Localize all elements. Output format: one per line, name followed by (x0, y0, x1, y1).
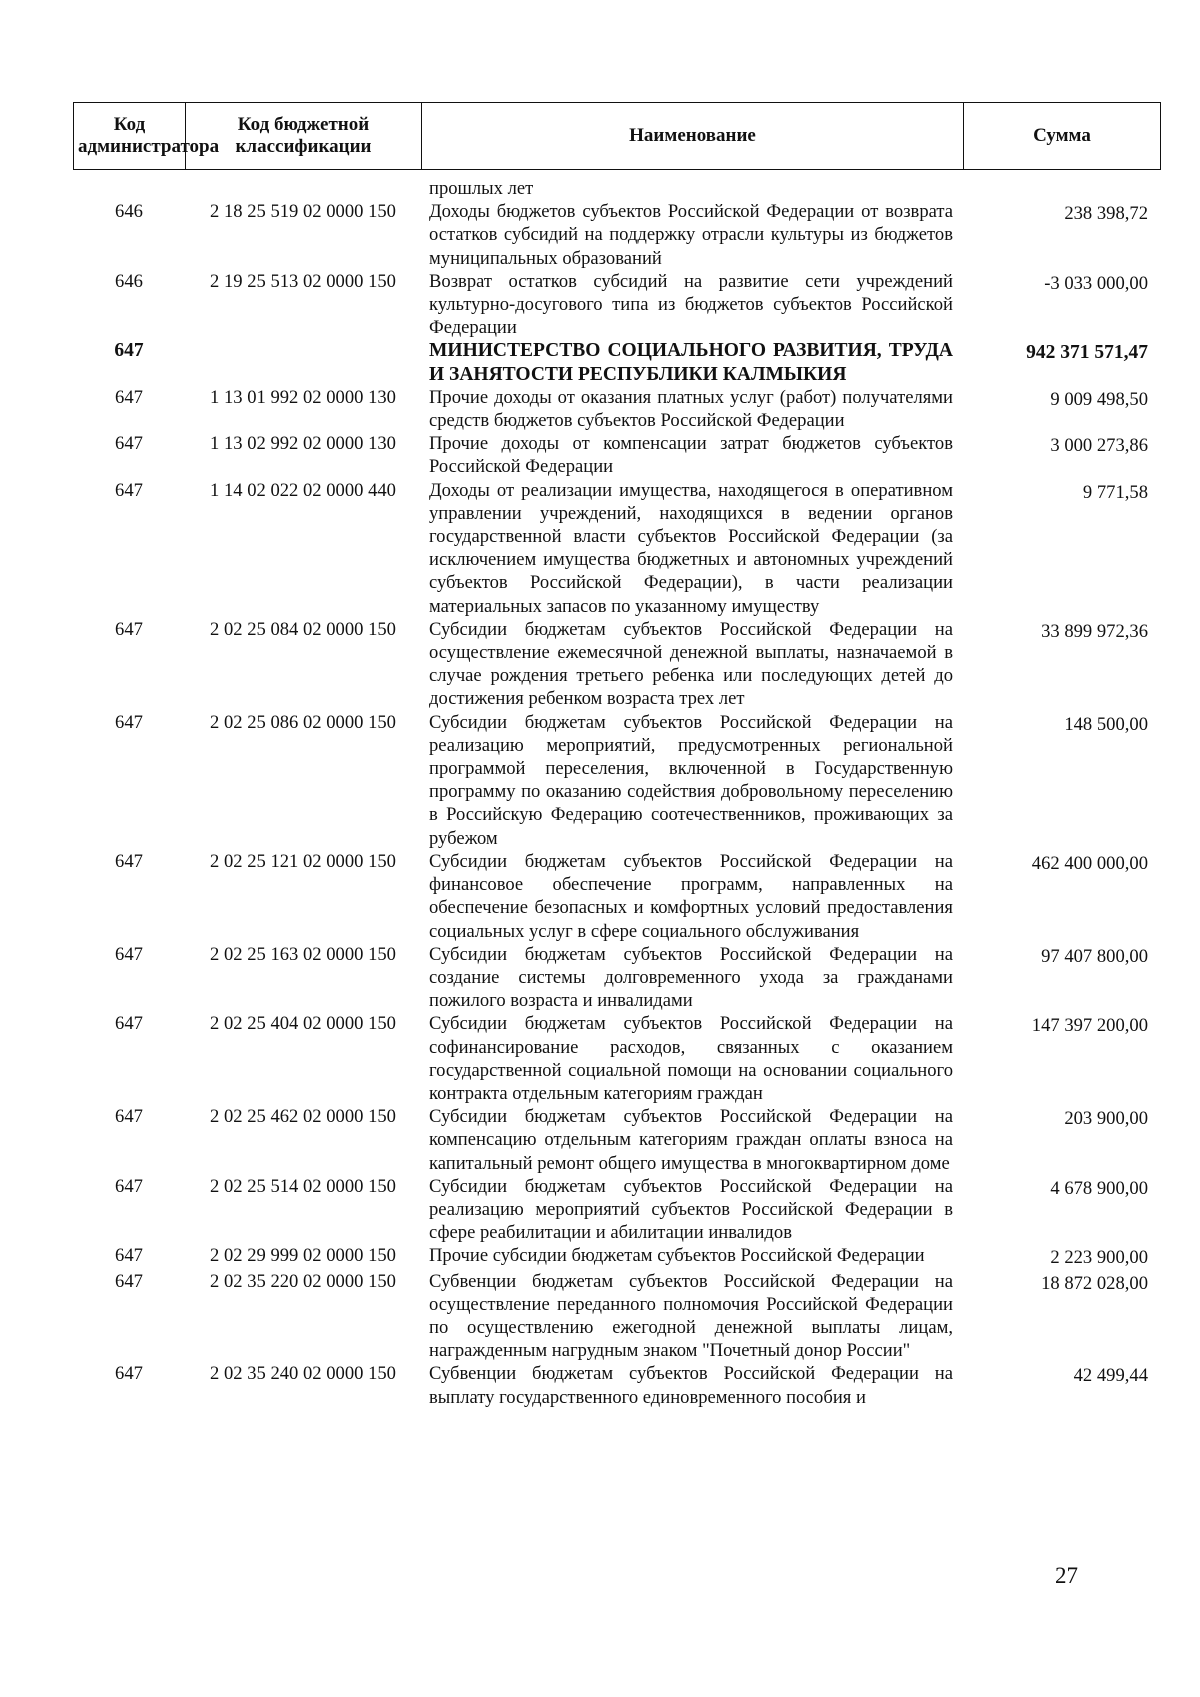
admin-code-cell: 647 (115, 711, 143, 733)
budget-code-cell: 2 02 25 121 02 0000 150 (210, 850, 396, 872)
admin-code-cell: 647 (115, 1106, 143, 1128)
name-cell: Субсидии бюджетам субъектов Российской Федерации на компенсацию отдельным категориям граждан оплаты взноса на капитальный ремонт общего имущества в многоквартирном доме (429, 1106, 953, 1174)
name-cell: Возврат остатков субсидий на развитие сети учреждений культурно-досугового типа из бюджетов субъектов Российской Федерации (429, 270, 953, 339)
budget-code-cell: 1 13 01 992 02 0000 130 (210, 386, 396, 408)
name-cell: Субсидии бюджетам субъектов Российской Федерации на финансовое обеспечение программ, направленных на обеспечение безопасных и комфортных условий предоставления социальных услуг в сфере социального обслуживания (429, 850, 953, 942)
table-row (73, 943, 1160, 1013)
table-row (73, 1244, 1160, 1269)
admin-code-cell: 647 (115, 618, 143, 640)
budget-code-cell: 1 13 02 992 02 0000 130 (210, 433, 396, 455)
name-cell: Субсидии бюджетам субъектов Российской Федерации на реализацию мероприятий, предусмотренных региональной программой переселения, включенной в Государственную программу по оказанию содействия добровольному переселению в Российскую Федерацию соотечественников, проживающих за рубежом (429, 711, 953, 849)
name-cell: Субвенции бюджетам субъектов Российской Федерации на осуществление переданного полномочия Российской Федерации по осуществлению ежегодной денежной выплаты лицам, награжденным нагрудным знаком "Почетный донор России" (429, 1270, 953, 1362)
continuation-text: прошлых лет (429, 178, 534, 199)
sum-cell: 18 872 028,00 (1041, 1272, 1148, 1294)
admin-code-cell: 647 (115, 433, 143, 455)
admin-code-cell: 647 (115, 1175, 143, 1197)
budget-code-cell (185, 339, 421, 385)
table-row (73, 1270, 1160, 1363)
sum-cell: 33 899 972,36 (1041, 620, 1148, 642)
name-cell: Субвенции бюджетам субъектов Российской Федерации на выплату государственного единовременного пособия и (429, 1363, 953, 1408)
table-row (73, 850, 1160, 943)
table-row (73, 432, 1160, 478)
budget-code-cell: 2 02 25 086 02 0000 150 (210, 711, 396, 733)
sum-cell: 4 678 900,00 (1050, 1177, 1148, 1199)
name-cell: Доходы от реализации имущества, находящегося в оперативном управлении учреждений, находящихся в ведении органов государственной власти субъектов Российской Федерации (за исключением имущества бюджетных и автономных учреждений субъектов Российской Федерации), в части реализации материальных запасов по указанному имуществу (429, 479, 953, 617)
continuation-row (73, 177, 1160, 200)
name-cell: МИНИСТЕРСТВО СОЦИАЛЬНОГО РАЗВИТИЯ, ТРУДА И ЗАНЯТОСТИ РЕСПУБЛИКИ КАЛМЫКИЯ (429, 340, 953, 385)
header-sum: Сумма (964, 103, 1161, 170)
admin-code-cell: 646 (115, 270, 143, 292)
header-admin-code: Код администратора (74, 103, 186, 170)
table-row (73, 1105, 1160, 1175)
table-row (73, 270, 1160, 340)
sum-cell: 148 500,00 (1064, 713, 1148, 735)
budget-code-cell: 2 02 25 084 02 0000 150 (210, 618, 396, 640)
name-cell: Прочие субсидии бюджетам субъектов Российской Федерации (429, 1245, 925, 1267)
budget-code-cell: 2 02 25 462 02 0000 150 (210, 1106, 396, 1128)
table-row (73, 1175, 1160, 1245)
table-row (73, 200, 1160, 270)
header-name: Наименование (422, 103, 964, 170)
sum-cell: 42 499,44 (1073, 1365, 1148, 1387)
revenue-table (73, 177, 1160, 1409)
admin-code-cell: 647 (115, 850, 143, 872)
sum-cell: 238 398,72 (1064, 203, 1148, 225)
table-row (73, 618, 1160, 711)
budget-code-cell: 2 02 35 220 02 0000 150 (210, 1270, 396, 1292)
budget-code-cell: 2 18 25 519 02 0000 150 (210, 201, 396, 223)
budget-code-cell: 2 02 25 404 02 0000 150 (210, 1013, 396, 1035)
admin-code-cell: 647 (114, 340, 144, 362)
table-header (73, 102, 1161, 170)
budget-code-cell: 2 02 25 514 02 0000 150 (210, 1175, 396, 1197)
table-row (73, 711, 1160, 850)
sum-cell: 203 900,00 (1064, 1108, 1148, 1130)
table-row (73, 1012, 1160, 1105)
sum-cell: 9 771,58 (1082, 481, 1148, 503)
admin-code-cell: 647 (115, 1270, 143, 1292)
admin-code-cell: 647 (115, 479, 143, 501)
page-number: 27 (1055, 1563, 1078, 1588)
name-cell: Доходы бюджетов субъектов Российской Федерации от возврата остатков субсидий на поддержку отрасли культуры из бюджетов муниципальных образований (429, 201, 953, 269)
sum-cell: 97 407 800,00 (1041, 945, 1148, 967)
header-budget-code: Код бюджетной классификации (186, 103, 422, 170)
sum-cell: 462 400 000,00 (1031, 852, 1148, 874)
table-row (73, 339, 1160, 385)
budget-code-cell: 2 02 25 163 02 0000 150 (210, 943, 396, 965)
budget-code-cell: 2 02 35 240 02 0000 150 (210, 1363, 396, 1385)
name-cell: Субсидии бюджетам субъектов Российской Федерации на осуществление ежемесячной денежной выплаты, назначаемой в случае рождения третьего ребенка или последующих детей до достижения ребенком возраста трех лет (429, 618, 953, 710)
sum-cell: 147 397 200,00 (1031, 1015, 1148, 1037)
sum-cell: 2 223 900,00 (1050, 1247, 1148, 1269)
admin-code-cell: 647 (115, 386, 143, 408)
name-cell: Субсидии бюджетам субъектов Российской Федерации на создание системы долговременного ухода за гражданами пожилого возраста и инвалидами (429, 943, 953, 1012)
sum-cell: 9 009 498,50 (1050, 388, 1148, 410)
name-cell: Субсидии бюджетам субъектов Российской Федерации на софинансирование расходов, связанных с оказанием государственной социальной помощи на основании социального контракта отдельным категориям граждан (429, 1013, 953, 1104)
table-row (73, 479, 1160, 618)
name-cell: Прочие доходы от компенсации затрат бюджетов субъектов Российской Федерации (429, 433, 953, 478)
name-cell: Прочие доходы от оказания платных услуг (работ) получателями средств бюджетов субъектов Российской Федерации (429, 386, 953, 432)
admin-code-cell: 647 (115, 1363, 143, 1385)
admin-code-cell: 647 (115, 1013, 143, 1035)
budget-code-cell: 2 19 25 513 02 0000 150 (210, 270, 396, 292)
sum-cell: 942 371 571,47 (1026, 342, 1148, 364)
admin-code-cell: 647 (115, 943, 143, 965)
name-cell: Субсидии бюджетам субъектов Российской Федерации на реализацию мероприятий субъектов Российской Федерации в сфере реабилитации и абилитации инвалидов (429, 1175, 953, 1244)
budget-code-cell: 2 02 29 999 02 0000 150 (210, 1245, 396, 1267)
sum-cell: 3 000 273,86 (1050, 435, 1148, 457)
admin-code-cell: 646 (115, 201, 143, 223)
budget-code-cell: 1 14 02 022 02 0000 440 (210, 479, 396, 501)
table-row (73, 386, 1160, 432)
table-row (73, 1362, 1160, 1408)
sum-cell: -3 033 000,00 (1044, 272, 1148, 294)
admin-code-cell: 647 (115, 1245, 143, 1267)
